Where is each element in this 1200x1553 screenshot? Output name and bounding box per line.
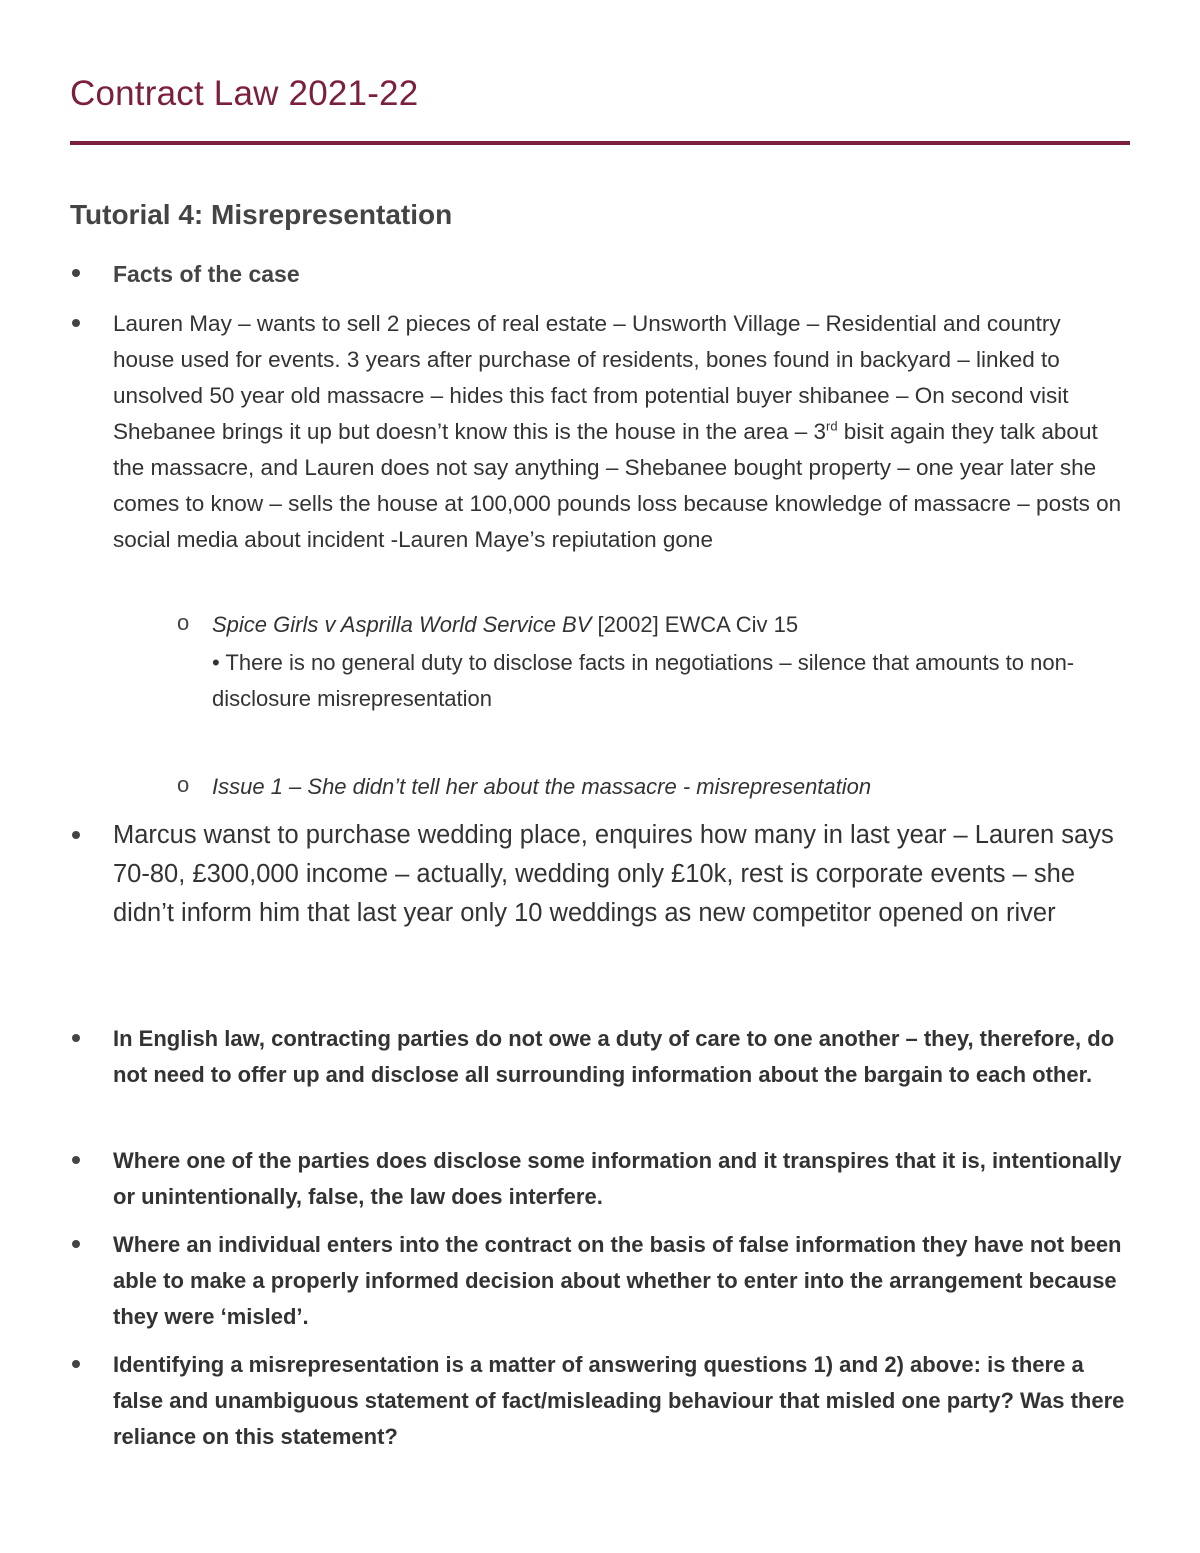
bullet-icon <box>72 831 80 839</box>
facts-heading: Facts of the case <box>113 261 300 287</box>
title-divider <box>70 141 1130 145</box>
case-name: Spice Girls v Asprilla World Service BV <box>212 612 592 637</box>
bullet-icon <box>72 269 80 277</box>
principle-item: Where one of the parties does disclose some information and it transpires that it is, intentionally or unintentionally, false, the law does interfere. <box>113 1148 1122 1209</box>
case-summary-part1: Lauren May – wants to sell 2 pieces of real estate – Unsworth Village – Residential and country house used for events. 3 years after purchase of residents, bones found in backyard – linked to unsolved 50 year old massacre – hides this fact from potential buyer shibanee – On second visit Shebanee brings it up but doesn’t know this is the house in the area – 3 <box>113 311 1069 444</box>
bullet-icon <box>72 1240 80 1248</box>
principle-item: Identifying a misrepresentation is a matter of answering questions 1) and 2) above: is there a false and unambiguous statement of fact/misleading behaviour that misled one party? Was there reliance on this statement? <box>113 1352 1125 1449</box>
case-reference <box>212 607 1127 643</box>
case-summary-part2: bisit again they talk about the massacre, and Lauren does not say anything – Shebanee bought property – one year later she comes to know – sells the house at 100,000 pounds loss because knowledge of massacre – posts on social media about incident -Lauren Maye’s repiutation gone <box>113 419 1122 552</box>
issue-note: Issue 1 – She didn’t tell her about the massacre - misrepresentation <box>212 774 872 799</box>
bullet-icon <box>72 1360 80 1368</box>
case-citation: [2002] EWCA Civ 15 <box>591 612 799 637</box>
sub-bullet-icon: o <box>177 610 190 635</box>
bullet-icon <box>72 1156 80 1164</box>
document-title: Contract Law 2021-22 <box>70 74 419 113</box>
case-note <box>212 645 1127 717</box>
case-note-bullet: • <box>212 650 220 675</box>
ordinal-suffix: rd <box>825 418 838 434</box>
marcus-paragraph: Marcus wanst to purchase wedding place, enquires how many in last year – Lauren says 70-80, £300,000 income – actually, wedding only £10k, rest is corporate events – she didn’t inform him that last year only 10 weddings as new competitor opened on river <box>113 821 1114 927</box>
bullet-icon <box>72 319 80 327</box>
principle-item: In English law, contracting parties do not owe a duty of care to one another – they, therefore, do not need to offer up and disclose all surrounding information about the bargain to each other. <box>113 1026 1115 1087</box>
case-summary <box>113 306 1128 558</box>
case-note-text: There is no general duty to disclose facts in negotiations – silence that amounts to non-disclosure misrepresentation <box>212 650 1075 711</box>
bullet-icon <box>72 1034 80 1042</box>
tutorial-heading: Tutorial 4: Misrepresentation <box>70 199 453 230</box>
principle-item: Where an individual enters into the contract on the basis of false information they have not been able to make a properly informed decision about whether to enter into the arrangement because they were ‘misled’. <box>113 1232 1122 1329</box>
sub-bullet-icon: o <box>177 772 190 797</box>
